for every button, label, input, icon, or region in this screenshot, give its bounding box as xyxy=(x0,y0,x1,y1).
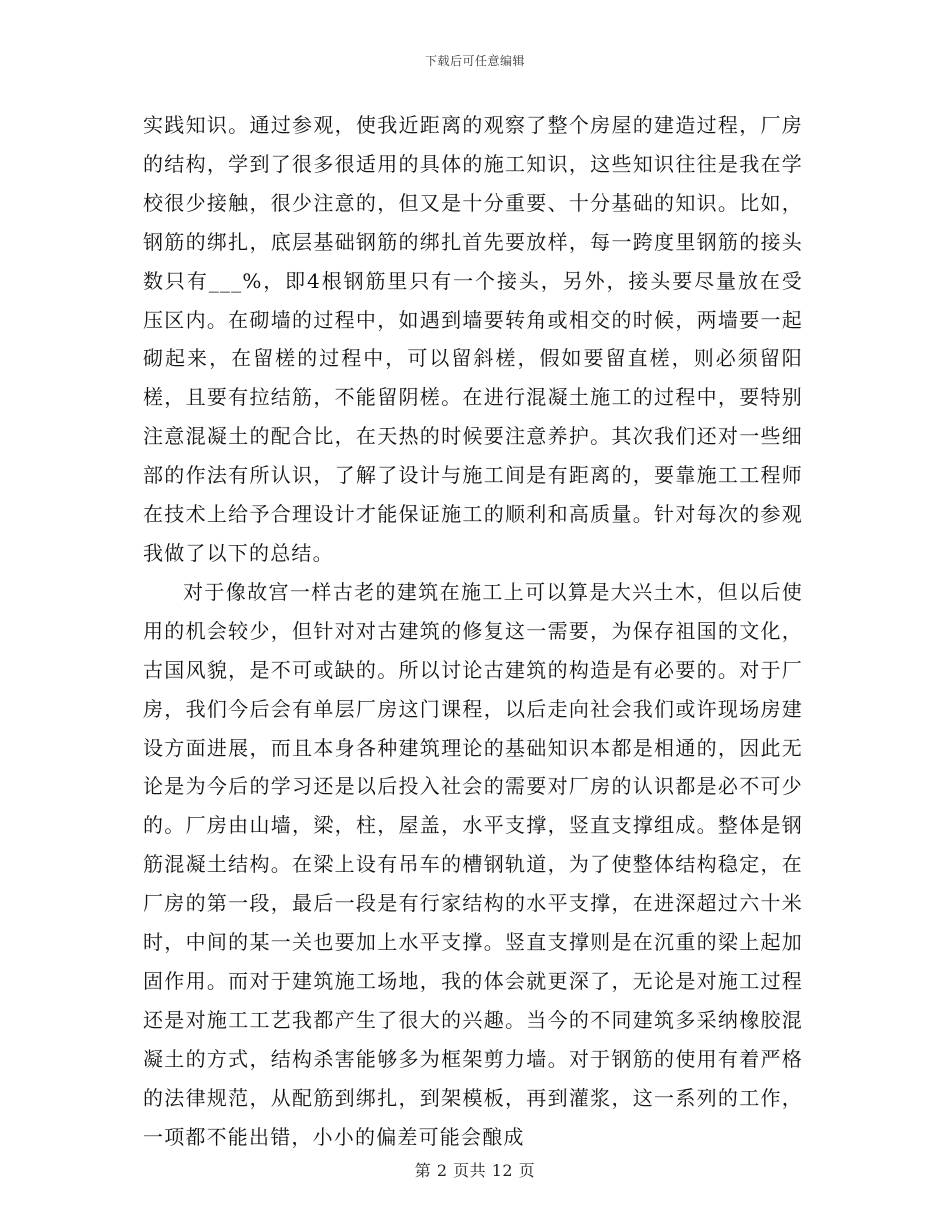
paragraph-2: 对于像故宫一样古老的建筑在施工上可以算是大兴土木，但以后使用的机会较少，但针对对古建筑的修复这一需要，为保存祖国的文化，古国风貌，是不可或缺的。所以讨论古建筑的构造是有必要的。对于厂房，我们今后会有单层厂房这门课程，以后走向社会我们或许现场房建设方面进展，而且本身各种建筑理论的基础知识本都是相通的，因此无论是为今后的学习还是以后投入社会的需要对厂房的认识都是必不可少的。厂房由山墙，梁，柱，屋盖，水平支撑，竖直支撑组成。整体是钢筋混凝土结构。在梁上设有吊车的槽钢轨道，为了使整体结构稳定，在厂房的第一段，最后一段是有行家结构的水平支撑，在进深超过六十米时，中间的某一关也要加上水平支撑。竖直支撑则是在沉重的梁上起加固作用。而对于建筑施工场地，我的体会就更深了，无论是对施工过程还是对施工工艺我都产生了很大的兴趣。当今的不同建筑多采纳橡胶混凝土的方式，结构杀害能够多为框架剪力墙。对于钢筋的使用有着严格的法律规范，从配筋到绑扎，到架模板，再到灌浆，这一系列的工作，一项都不能出错，小小的偏差可能会酿成 xyxy=(143,579,803,1149)
document-body xyxy=(143,106,803,1156)
page-header: 下载后可任意编辑 xyxy=(424,54,525,68)
paragraph-1: 实践知识。通过参观，使我近距离的观察了整个房屋的建造过程，厂房的结构，学到了很多很适用的具体的施工知识，这些知识往往是我在学校很少接触，很少注意的，但又是十分重要、十分基础的知识。比如，钢筋的绑扎，底层基础钢筋的绑扎首先要放样，每一跨度里钢筋的接头数只有___%，即4根钢筋里只有一个接头，另外，接头要尽量放在受压区内。在砌墙的过程中，如遇到墙要转角或相交的时候，两墙要一起砌起来，在留槎的过程中，可以留斜槎，假如要留直槎，则必须留阳槎，且要有拉结筋，不能留阴槎。在进行混凝土施工的过程中，要特别注意混凝土的配合比，在天热的时候要注意养护。其次我们还对一些细部的作法有所认识，了解了设计与施工间是有距离的，要靠施工工程师在技术上给予合理设计才能保证施工的顺利和高质量。针对每次的参观我做了以下的总结。 xyxy=(143,113,803,565)
page-footer: 第 2 页共 12 页 xyxy=(414,1161,536,1180)
